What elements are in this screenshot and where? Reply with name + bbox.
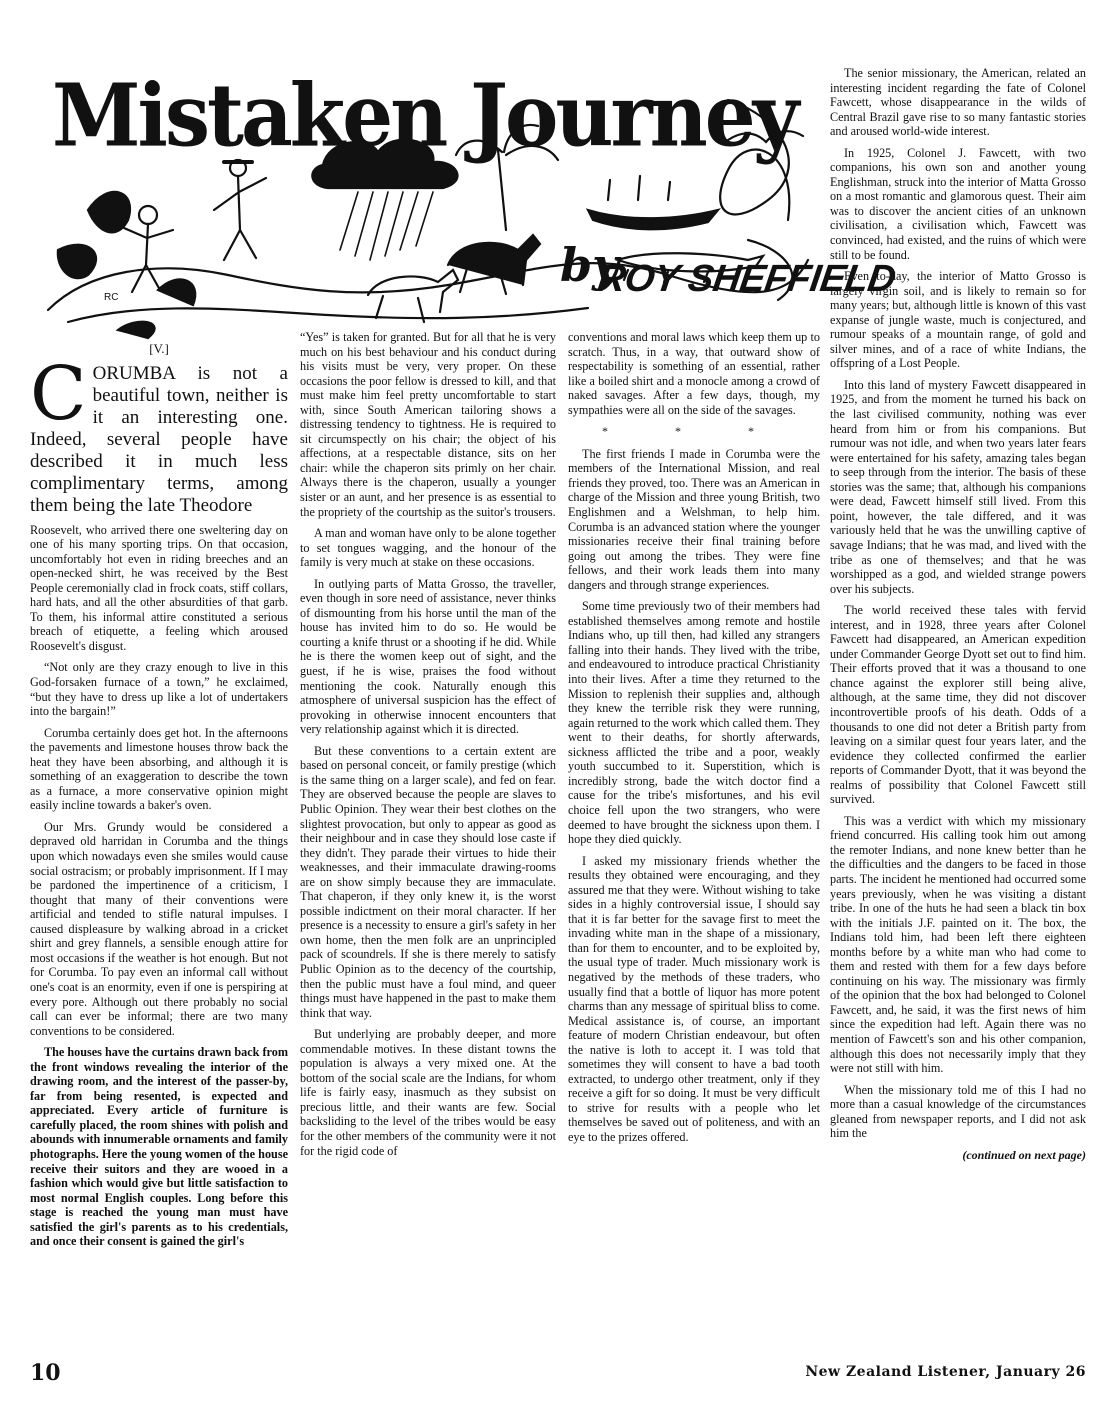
article-title: Mistaken Journey bbox=[52, 64, 797, 166]
paragraph: But these conventions to a certain extent are based on personal conceit, or family prestige (which is the same thing on a larger scale), and fed on fear. They are observed because the people are slaves to Public Opinion. They wear their best clothes on the slightest provocation, but only to appear as good as their neighbour and in case they should lose caste if they didn't. They parade their virtues to hide their weaknesses, and their immaculate drawing-rooms are on show simply because they are immaculate. That chaperon, if they only knew it, is the worst possible indictment on their moral character. If her presence is a necessity to ensure a girl's safety in her own home, then the men folk are an unprincipled pack of scoundrels. If she is there merely to satisfy Public Opinion as to the decency of the courtship, then the public must have a foul mind, and queer things must have happened in the past to make them think that way. bbox=[300, 743, 557, 1020]
paragraph: Roosevelt, who arrived there one sweltering day on one of his many sporting trips. On that occasion, uncomfortably hot even in riding breeches and an open-necked shirt, he was received by the Best People ceremonially clad in frock coats, stiff collars, hard hats, and all the other absurdities of that garb. To them, his informal attire constituted a serious breach of etiquette, a feeling which aroused Roosevelt's disgust. bbox=[30, 522, 288, 653]
column-3 bbox=[568, 330, 820, 1152]
paragraph: Into this land of mystery Fawcett disappeared in 1925, and from the moment he turned his back on the last civilised community, nothing was ever heard from him or from his companions. But rumour was not idle, and when two years later fears were entertained for his safety, amazing tales began to seep through from the interior. The basis of these stories was the same; that, although his companions were dead, Fawcett himself still lived. From this point, however, the tale differed, and it was variously held that he was the unwilling captive of savage Indians; that he was mad, and lived with the tribe as one of themselves; and that he was worshipped as a god, and wielded strange powers over his subjects. bbox=[830, 377, 1086, 596]
paragraph: Our Mrs. Grundy would be considered a depraved old harridan in Corumba and the things upon which nowadays even she smiles would cause social ostracism; or probably imprisonment. If I may be pardoned the impertinence of a criticism, I thought that many of their conventions were artificial and tended to stifle natural impulses. I caused displeasure by walking abroad in a cricket shirt and grey flannels, a sensible enough attire for most occasions if the weather is hot enough. But not for Corumba. To pay even an informal call without one's coat is an enormity, even if one is perspiring at every pore. Although out there probably no social call can ever be informal; there are two many conventions to be considered. bbox=[30, 819, 288, 1038]
paragraph: Corumba certainly does get hot. In the afternoons the pavements and limestone houses throw back the heat they have been absorbing, and although it is something of an exaggeration to describe the town as a furnace, a more conservative opinion might easily incline towards a baker's oven. bbox=[30, 725, 288, 813]
publication-footer: New Zealand Listener, January 26 bbox=[805, 1364, 1086, 1380]
part-number: [V.] bbox=[149, 341, 169, 356]
section-break: * * * bbox=[602, 424, 786, 439]
paragraph: “Not only are they crazy enough to live in this God-forsaken furnace of a town,” he exclaimed, “but they have to dress up like a lot of undertakers into the bargain!” bbox=[30, 660, 288, 719]
continued-note: (continued on next page) bbox=[962, 1147, 1086, 1162]
column-2 bbox=[300, 330, 556, 1165]
paragraph: In 1925, Colonel J. Fawcett, with two companions, his own son and another young Englishman, struck into the interior of Matta Grosso on a most romantic and glamorous quest. Their aim was to discover the ancient cities of an unknown civilisation, a civilisation which, Fawcett was convinced, had existed, and the ruins of which were still to be found. bbox=[830, 145, 1086, 262]
paragraph: In outlying parts of Matta Grosso, the traveller, even though in sore need of assistance, never thinks of dismounting from his horse until the man of the house has invited him to do so. He would be courting a knife thrust or a shooting if he did. While he is there the women keep out of sight, and the guest, if he is wise, praises the food without mentioning the cook. Naturally enough this atmosphere of universal suspicion has the effect of provoking in otherwise innocent encounters that very relationship against which it is directed. bbox=[300, 576, 556, 737]
page-number: 10 bbox=[30, 1360, 61, 1386]
paragraph: Some time previously two of their members had established themselves among remote and hostile Indians who, up till then, had killed any strangers falling into their hands. They lived with the tribe, and endeavoured to introduce practical Christianity into their lives. After a time they returned to the Mission to replenish their supplies and, although they knew the terrible risk they were running, again returned to the work which called them. They went to their deaths, for shortly afterwards, sickness afflicted the tribe and a poor, weakly youth succumbed to it. Superstition, which is incredibly strong, bade the witch doctor find a cause for the tribe's misfortunes, and his evil choice fell upon the two strangers, who were deemed to have brought the sickness upon them. I hope they died quickly. bbox=[568, 599, 820, 847]
paragraph: A man and woman have only to be alone together to set tongues wagging, and the honour of the family is very much at stake on these occasions. bbox=[300, 526, 556, 570]
paragraph: Even to-day, the interior of Matto Grosso is largely virgin soil, and is likely to remain so for many years; but, although little is known of this vast expanse of jungle waste, much is conjectured, and rumour speaks of a mountain range, of gold and silver mines, and of a race of white Indians, the offspring of a Lost People. bbox=[830, 269, 1086, 371]
column-4 bbox=[830, 66, 1086, 1162]
column-1 bbox=[30, 342, 288, 1256]
paragraph: The houses have the curtains drawn back from the front windows revealing the interior of the drawing room, and the interest of the passer-by, far from being resented, is expected and appreciated. Every article of furniture is carefully placed, the room shines with polish and abounds with innumerable ornaments and family photographs. Here the young women of the house receive their suitors and they are wooed in a fashion which would give but little satisfaction to most normal English couples. Long before this stage is reached the young man must have satisfied the girl's parents as to his credentials, and once their consent is gained the girl's bbox=[30, 1045, 288, 1249]
paragraph: conventions and moral laws which keep them up to scratch. Thus, in a way, that outward show of respectability is something of an essential, rather like a boiled shirt and a monocle among a crowd of naked savages. After a few days, though, my sympathies were all on the side of the savages. bbox=[568, 330, 820, 417]
paragraph: The first friends I made in Corumba were the members of the International Mission, and real friends they proved, too. There was an American in charge of the Mission and three young British, two Englishmen and a Welshman, to help him. Corumba is an advanced station where the younger missionaries receive their final training before going out among the tribes. They were fine fellows, and their work leads them into many dangers and through strange experiences. bbox=[568, 446, 820, 592]
paragraph: But underlying are probably deeper, and more commendable motives. In these distant towns the population is always a very mixed one. At the bottom of the social scale are the Indians, for whom life is fairly easy, inasmuch as they subsist on precious little, and their wants are few. Social backsliding to the level of the tribes would be easy for the other members of the community were it not for the rigid code of bbox=[300, 1027, 556, 1158]
byline-by: by bbox=[560, 238, 619, 292]
artist-initials: RC bbox=[104, 292, 119, 303]
byline-author: ROY SHEFFIELD bbox=[595, 258, 898, 300]
paragraph: This was a verdict with which my missionary friend concurred. His calling took him out among the remoter Indians, and none knew better than he the difficulties and the dangers to be faced in those parts. The incident he mentioned had occurred some years previously, when he was visiting a distant tribe. In one of the huts he had seen a black tin box with the initials J.F. painted on it. The box, the Indians told him, had been left there eighteen months before by a white man who had come to them and rested with them for a few days before continuing on his way. The missionary was firmly of the opinion that the box had belonged to Colonel Fawcett, and, he said, it was the first news of him since the expedition had left. Again there was no mention of Fawcett's son and his other companion, although this does not necessarily imply that they were not still with him. bbox=[830, 813, 1086, 1076]
paragraph: The world received these tales with fervid interest, and in 1928, three years after Colonel Fawcett had disappeared, an American expedition under Commander George Dyott set out to find him. Their efforts proved that it was a thousand to one chance against the explorer still being alive, although, at the same time, they did not discover incontrovertible proofs of his death. Odds of a thousands to one did not deter a British party from leaving on a similar quest four years later, and the evidence they collected confirmed the earlier reports of Commander Dyott, that it was beyond the realms of possibility that Colonel Fawcett still survived. bbox=[830, 603, 1087, 807]
lead-text: ORUMBA is not a beautiful town, neither is it an interesting one. Indeed, several people have described it in much less complimentary terms, among them being the late Theodore bbox=[30, 362, 288, 516]
paragraph: “Yes” is taken for granted. But for all that he is very much on his best behaviour and his conduct during his visits must be very, very proper. On these occasions the poor fellow is dressed to kill, and that must make him feel pretty uncomfortable to start with, since South American tailoring shows a distressing tendency to tightness. He is required to sit circumspectly on his chair; the object of his affections, at a respectable distance, sits on her chair: while the chaperon sits primly on her chair. Always there is the chaperon, usually a younger sister or an aunt, and her presence is as essential to the propriety of the courtship as the suitor's trousers. bbox=[300, 330, 556, 519]
paragraph: The senior missionary, the American, related an interesting incident regarding the fate of Colonel Fawcett, whose disappearance in the wilds of Central Brazil gave rise to so many fantastic stories and aroused world-wide interest. bbox=[830, 66, 1086, 139]
drop-cap: C bbox=[30, 350, 87, 437]
lead-paragraph bbox=[30, 350, 288, 517]
paragraph: When the missionary told me of this I had no more than a casual knowledge of the circumstances gleaned from newspaper reports, and I did not ask him the bbox=[830, 1082, 1086, 1141]
paragraph: I asked my missionary friends whether the results they obtained were encouraging, and they assured me that they were. Without wishing to take sides in a highly controversial issue, I should say that it is far better for the savage first to meet the invading white man in the shape of a missionary, than for them to encounter, and to be exploited by, the usual type of trader. Much missionary work is negatived by the methods of these traders, who usually find that a bottle of liquor has more potent charms than any message of spiritual bliss to come. Medical assistance is, of course, an important feature of modern Christian endeavour, but often the native is loth to accept it. I was told that sometimes they will consent to have a bad tooth extracted, to undergo other treatment, only if they receive a gift for so doing. It must be very difficult to strive for results with a people who let themselves be saved out of politeness, and with an eye to the prizes offered. bbox=[568, 853, 820, 1144]
